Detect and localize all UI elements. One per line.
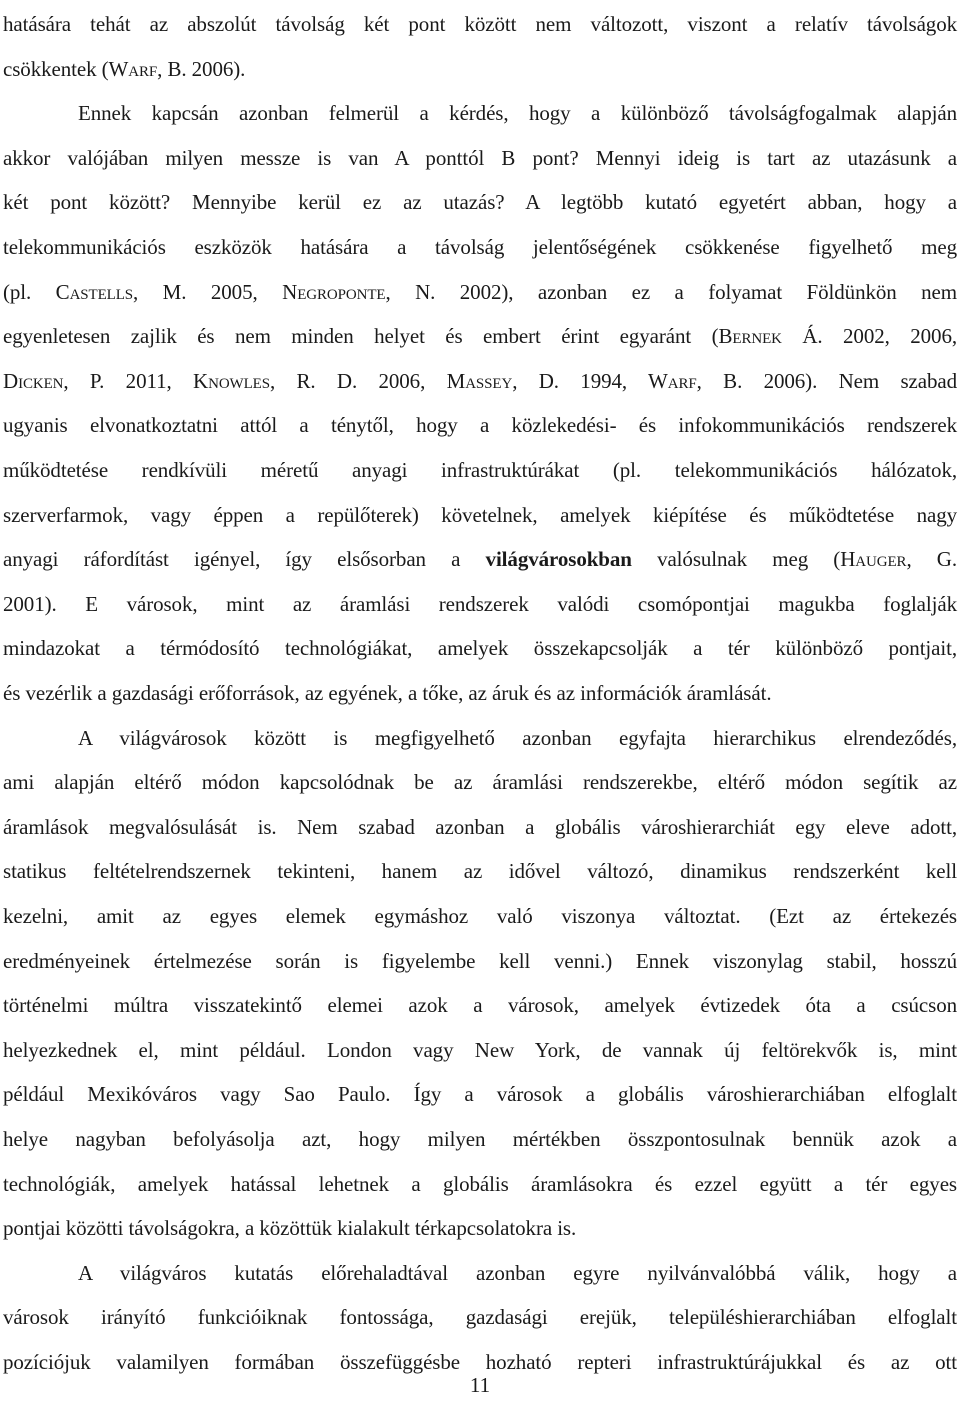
text-line: anyagi ráfordítást igényel, így elsősorban a világvárosokban valósulnak meg (Hauger, G. (3, 547, 957, 572)
text-line: statikus feltételrendszernek tekinteni, hanem az idővel változó, dinamikus rendszerként kell (3, 859, 957, 884)
text-line: mindazokat a térmódosító technológiákat, amelyek összekapcsolják a tér különböző pontjait, (3, 636, 957, 661)
text-line: ami alapján eltérő módon kapcsolódnak be az áramlási rendszerekbe, eltérő módon segítik az (3, 770, 957, 795)
text-line: A világváros kutatás előrehaladtával azonban egyre nyilvánvalóbbá válik, hogy a (78, 1260, 957, 1285)
text-line: Ennek kapcsán azonban felmerül a kérdés, hogy a különböző távolságfogalmak alapján (78, 101, 957, 126)
text-line: csökkentek (Warf, B. 2006). (3, 56, 246, 81)
text-line: technológiák, amelyek hatással lehetnek a globális áramlásokra és ezzel együtt a tér egyes (3, 1171, 957, 1196)
text-line: (pl. Castells, M. 2005, Negroponte, N. 2002), azonban ez a folyamat Földünkön nem (3, 279, 957, 304)
text-line: helye nagyban befolyásolja azt, hogy milyen mértékben összpontosulnak bennük azok a (3, 1127, 957, 1151)
text-line: ugyanis elvonatkoztatni attól a ténytől, hogy a közlekedési- és infokommunikációs rendszerek (3, 413, 957, 438)
text-line: akkor valójában milyen messze is van A ponttól B pont? Mennyi ideig is tart az utazásunk a (3, 145, 957, 170)
text-line: pozíciójuk valamilyen formában összefüggésbe hozható repteri infrastruktúrájukkal és az ott (3, 1350, 957, 1374)
text-line: egyenletesen zajlik és nem minden helyet és embert érint egyaránt (Bernek Á. 2002, 2006, (3, 324, 957, 349)
text-line: és vezérlik a gazdasági erőforrások, az egyének, a tőke, az áruk és az információk áramlását. (3, 681, 772, 705)
text-line: helyezkednek el, mint például. London vagy New York, de vannak új feltörekvők is, mint (3, 1037, 957, 1062)
text-line: például Mexikóváros vagy Sao Paulo. Így a városok a globális városhierarchiában elfoglalt (3, 1082, 957, 1107)
text-line: pontjai közötti távolságokra, a közöttük kialakult térkapcsolatokra is. (3, 1216, 577, 1241)
text-line: eredményeinek értelmezése során is figyelembe kell venni.) Ennek viszonylag stabil, hosszú (3, 948, 957, 973)
text-line: Dicken, P. 2011, Knowles, R. D. 2006, Massey, D. 1994, Warf, B. 2006). Nem szabad (3, 368, 958, 393)
text-line: két pont között? Mennyibe kerül ez az utazás? A legtöbb kutató egyetért abban, hogy a (3, 190, 957, 215)
text-line: szerverfarmok, vagy éppen a repülőterek) követelnek, amelyek kiépítése és működtetése nagy (3, 502, 957, 527)
text-line: A világvárosok között is megfigyelhető azonban egyfajta hierarchikus elrendeződés, (78, 725, 957, 750)
page-number: 11 (469, 1373, 491, 1397)
text-line: működtetése rendkívüli méretű anyagi infrastruktúrákat (pl. telekommunikációs hálózatok, (3, 458, 957, 482)
text-line: áramlások megvalósulását is. Nem szabad azonban a globális városhierarchiát egy eleve adott, (3, 814, 957, 839)
text-line: telekommunikációs eszközök hatására a távolság jelentőségének csökkenése figyelhető meg (3, 235, 957, 259)
text-line: 2001). E városok, mint az áramlási rendszerek valódi csomópontjai magukba foglalják (3, 591, 957, 616)
text-line: történelmi múltra visszatekintő elemei azok a városok, amelyek évtizedek óta a csúcson (3, 993, 957, 1018)
text-line: kezelni, amit az egyes elemek egymáshoz való viszonya változtat. (Ezt az értekezés (3, 904, 957, 928)
text-line: városok irányító funkcióiknak fontossága, gazdasági erejük, településhierarchiában elfoglalt (3, 1305, 957, 1330)
text-line: hatására tehát az abszolút távolság két pont között nem változott, viszont a relatív távolságok (3, 12, 957, 36)
